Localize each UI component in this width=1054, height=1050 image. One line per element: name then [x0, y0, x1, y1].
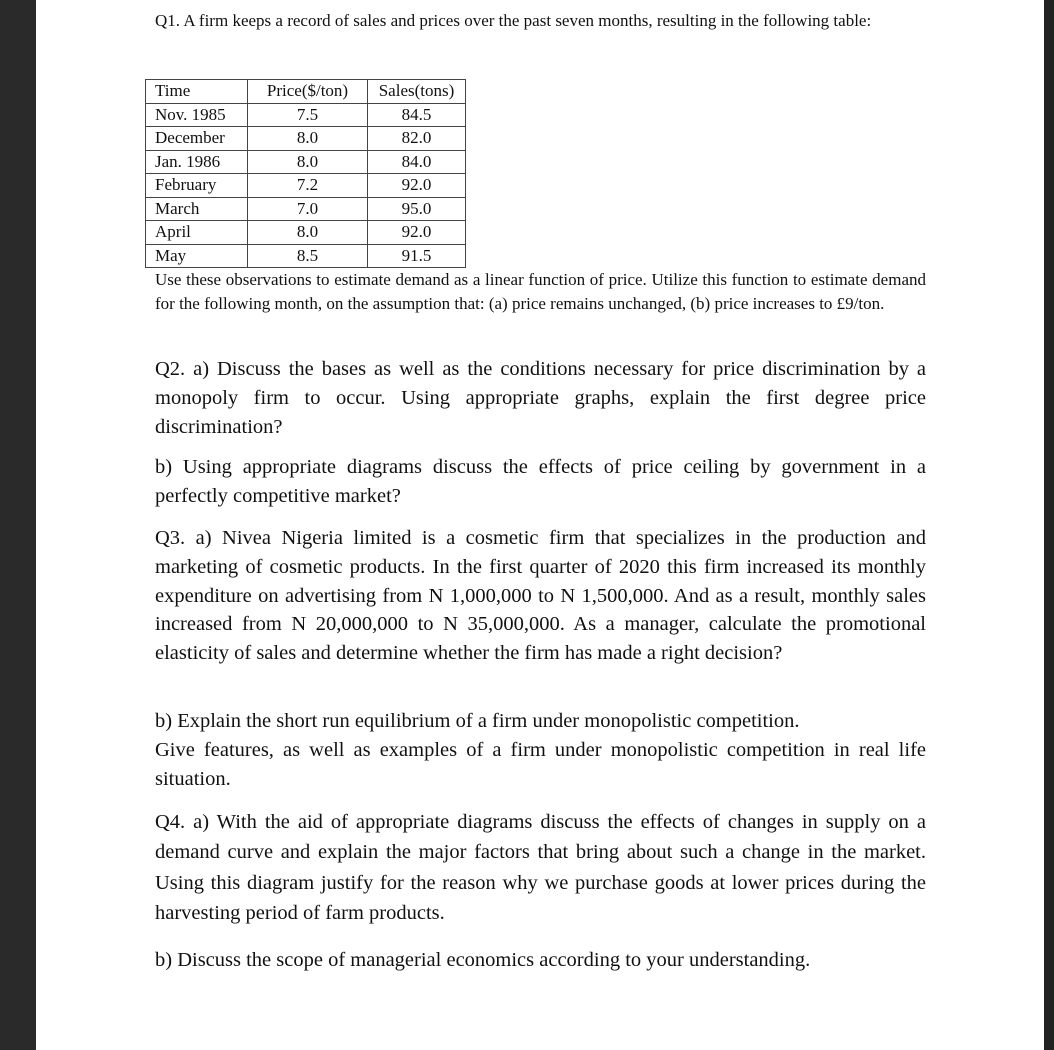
- q3b-rest: Give features, as well as examples of a firm under monopolistic competition in real life situation.: [155, 738, 926, 790]
- cell-time: Nov. 1985: [146, 103, 248, 127]
- q4a-text: Q4. a) With the aid of appropriate diagrams discuss the effects of changes in supply on a demand curve and explain the major factors that bring about such a change in the market. Using this diagram justify for the reason why we purchase goods at lower prices during the harvesting period of farm products.: [155, 811, 926, 925]
- cell-sales: 95.0: [368, 197, 466, 221]
- table-row: [146, 127, 466, 151]
- table-row: [146, 221, 466, 245]
- cell-time: December: [146, 127, 248, 151]
- q2b-text: b) Using appropriate diagrams discuss the effects of price ceiling by government in a perfectly competitive market?: [155, 456, 926, 507]
- cell-sales: 91.5: [368, 244, 466, 268]
- cell-time: March: [146, 197, 248, 221]
- table-row: [146, 197, 466, 221]
- table-header-row: [146, 80, 466, 104]
- q3b-line1: b) Explain the short run equilibrium of a firm under monopolistic competition.: [155, 710, 800, 732]
- sales-price-table: [145, 79, 466, 268]
- table-row: [146, 103, 466, 127]
- header-time: Time: [146, 80, 248, 104]
- q2a-text: Q2. a) Discuss the bases as well as the conditions necessary for price discrimination by a monopoly firm to occur. Using appropriate graphs, explain the first degree price discrimination?: [155, 358, 926, 438]
- cell-time: April: [146, 221, 248, 245]
- cell-sales: 82.0: [368, 127, 466, 151]
- cell-price: 8.0: [248, 127, 368, 151]
- cell-price: 8.0: [248, 221, 368, 245]
- header-sales: Sales(tons): [368, 80, 466, 104]
- cell-sales: 84.5: [368, 103, 466, 127]
- cell-price: 7.0: [248, 197, 368, 221]
- q3a-text: Q3. a) Nivea Nigeria limited is a cosmetic firm that specializes in the production and marketing of cosmetic products. In the first quarter of 2020 this firm increased its monthly expenditure on advertising from N 1,000,000 to N 1,500,000. And as a result, monthly sales increased from N 20,000,000 to N 35,000,000. As a manager, calculate the promotional elasticity of sales and determine whether the firm has made a right decision?: [155, 527, 926, 665]
- table-row: [146, 174, 466, 198]
- table-row: [146, 244, 466, 268]
- q1-intro: Q1. A firm keeps a record of sales and prices over the past seven months, resulting in the following table:: [155, 11, 872, 30]
- cell-sales: 92.0: [368, 221, 466, 245]
- q1-followup: Use these observations to estimate demand as a linear function of price. Utilize this function to estimate demand for the following month, on the assumption that: (a) price remains unchanged, (b) price increases to £9/ton.: [155, 270, 926, 313]
- cell-sales: 92.0: [368, 174, 466, 198]
- q4b-text: b) Discuss the scope of managerial economics according to your understanding.: [155, 949, 811, 971]
- cell-time: May: [146, 244, 248, 268]
- cell-price: 7.2: [248, 174, 368, 198]
- cell-time: February: [146, 174, 248, 198]
- viewer-scrollbar[interactable]: [1044, 0, 1054, 1050]
- cell-time: Jan. 1986: [146, 150, 248, 174]
- cell-price: 8.5: [248, 244, 368, 268]
- viewer-left-margin: [0, 0, 36, 1050]
- cell-price: 8.0: [248, 150, 368, 174]
- q3b-text: [155, 707, 926, 793]
- table-row: [146, 150, 466, 174]
- cell-sales: 84.0: [368, 150, 466, 174]
- cell-price: 7.5: [248, 103, 368, 127]
- header-price: Price($/ton): [248, 80, 368, 104]
